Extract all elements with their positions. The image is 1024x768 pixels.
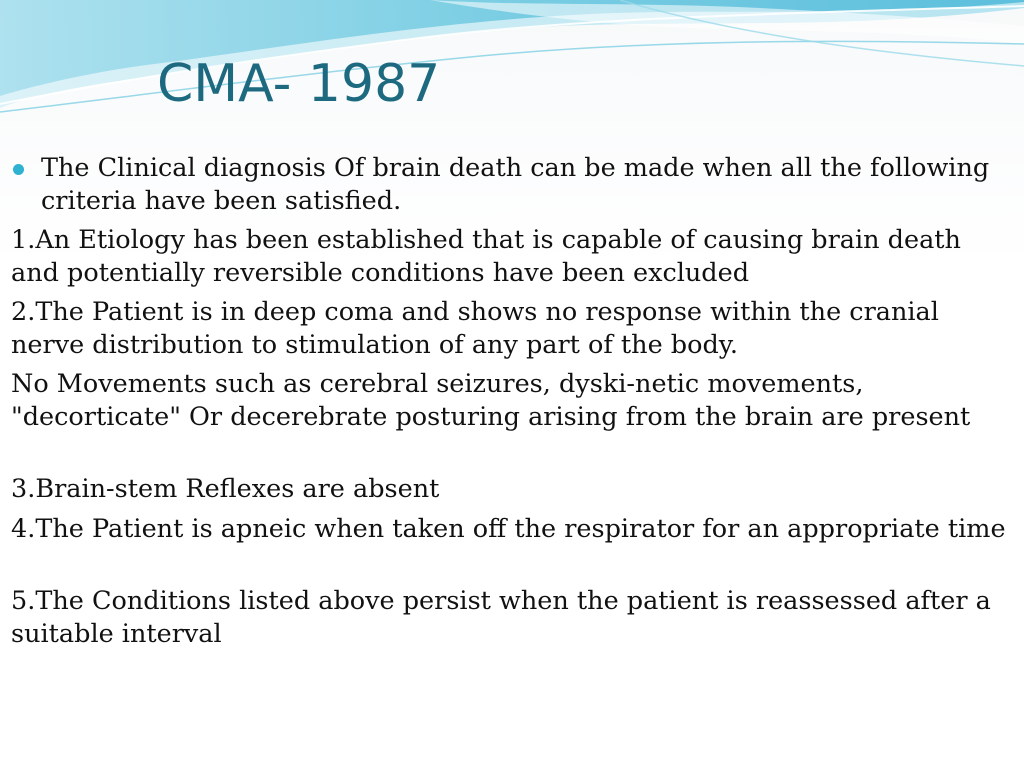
slide-body — [11, 152, 1011, 657]
decorative-wave-banner — [0, 0, 1024, 130]
criterion-5: 5.The Conditions listed above persist when the patient is reassessed after a suitable interval — [11, 586, 991, 649]
criterion-4: 4.The Patient is apneic when taken off the respirator for an appropriate time — [11, 513, 1006, 544]
bullet-dot-icon — [13, 164, 24, 175]
criteria-intro-bullet — [11, 152, 1011, 217]
criterion-1: 1.An Etiology has been established that is capable of causing brain death and potentially reversible conditions have been excluded — [11, 225, 961, 288]
criteria-intro-text: The Clinical diagnosis Of brain death can be made when all the following criteria have been satisfied. — [41, 153, 990, 216]
criterion-2: 2.The Patient is in deep coma and shows no response within the cranial nerve distribution to stimulation of any part of the body. — [11, 297, 939, 360]
criterion-3: 3.Brain-stem Reflexes are absent — [11, 474, 440, 504]
criterion-2-note: No Movements such as cerebral seizures, dyski-netic movements, "decorticate" Or decerebrate posturing arising from the brain are present — [11, 369, 971, 432]
slide-title: CMA- 1987 — [157, 54, 441, 114]
